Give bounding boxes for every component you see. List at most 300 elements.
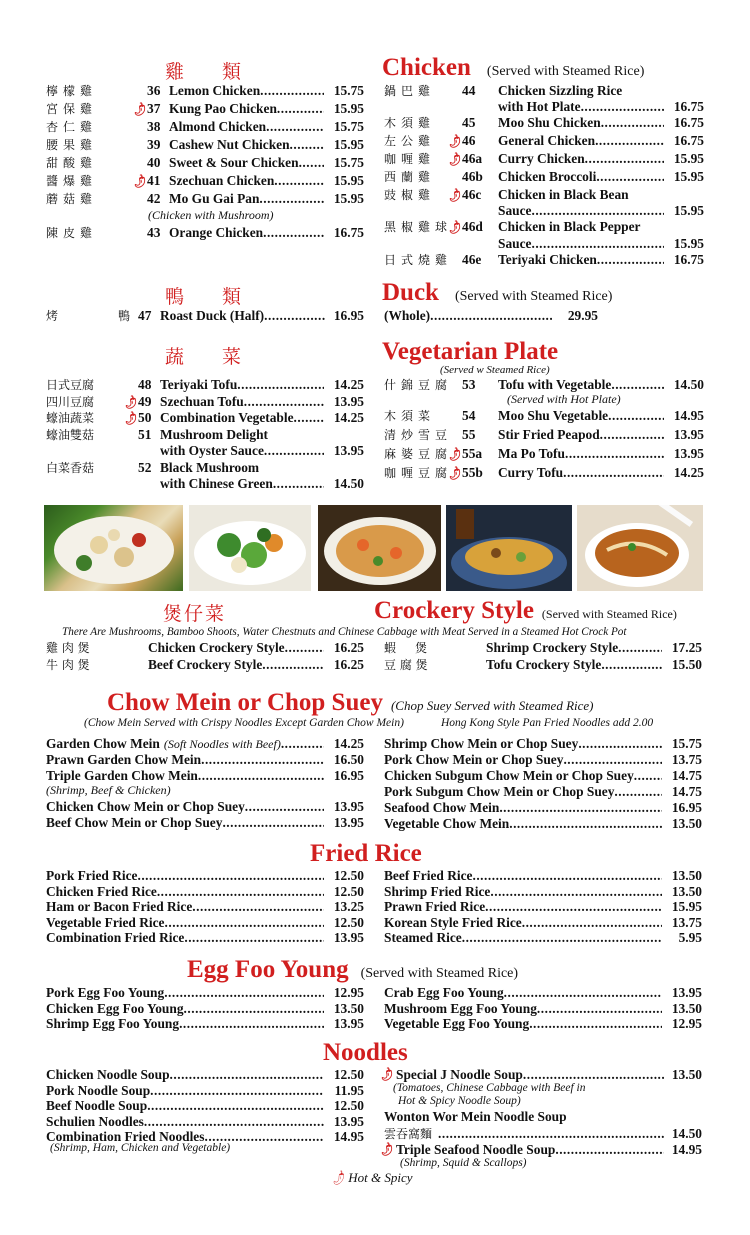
item-price: 13.50 — [671, 883, 702, 899]
item-name: Chicken Fried Rice — [46, 883, 157, 899]
item-name: Tofu Crockery Style — [486, 657, 602, 672]
duck-whole-row — [384, 308, 598, 324]
pepper-icon — [134, 200, 147, 206]
item-price: 16.75 — [673, 115, 704, 131]
item-name: Chicken Chow Mein or Chop Suey — [46, 799, 245, 814]
item-name-wrap — [384, 1001, 662, 1017]
item-name-cont-wrap — [498, 99, 664, 115]
item-price: 14.25 — [333, 410, 364, 425]
item-name: Szechuan Chicken — [169, 173, 275, 188]
item-price: 14.50 — [673, 377, 704, 392]
item-cn-name: 檸檬雞 — [46, 84, 98, 98]
item-cn-name: 醬爆雞 — [46, 174, 98, 188]
item-name: Beef Chow Mein or Chop Suey — [46, 815, 223, 830]
leader-dots — [147, 1098, 324, 1114]
leader-dots — [509, 816, 662, 832]
menu-item-row — [46, 460, 364, 476]
item-name-wrap — [498, 151, 664, 167]
item-price: 15.95 — [333, 137, 364, 152]
item-name-cont: Sauce — [498, 235, 532, 251]
pepper-icon — [449, 124, 462, 130]
item-price: 16.25 — [333, 657, 364, 672]
item-cn-name: 蠔油雙菇 — [46, 427, 95, 442]
pepper-icon: 🌶 — [329, 1170, 348, 1188]
item-name-wrap — [160, 377, 324, 393]
item-price: 12.50 — [333, 1067, 364, 1082]
item-price: 12.95 — [333, 985, 364, 1000]
item-name-wrap — [498, 252, 664, 268]
item-price: 13.95 — [333, 930, 364, 945]
item-number: 46c — [462, 187, 482, 203]
item-price: 15.95 — [333, 101, 364, 116]
item-name-wrap — [486, 640, 662, 656]
item-name: Lemon Chicken — [169, 83, 261, 98]
pepper-icon — [134, 164, 147, 170]
item-price: 14.25 — [333, 377, 364, 392]
menu-item-row — [46, 815, 364, 831]
leader-dots — [290, 137, 324, 153]
item-name: General Chicken — [498, 133, 596, 149]
item-name-cont-wrap — [160, 443, 324, 459]
leader-dots — [184, 930, 324, 946]
duck-cn-heading: 鴨 類 — [165, 286, 258, 308]
item-cn-name: 四川豆腐 — [46, 394, 95, 409]
item-price: 15.95 — [673, 151, 704, 167]
menu-item-row — [46, 427, 364, 443]
leader-dots — [201, 752, 324, 768]
item-name-wrap — [498, 408, 664, 424]
item-cn-name: 蝦 煲 — [384, 641, 428, 655]
item-number: 43 — [147, 225, 161, 240]
item-name: Stir Fried Peapod — [498, 427, 600, 442]
special-j-note1: (Tomatoes, Chinese Cabbage with Beef in — [393, 1082, 586, 1094]
pepper-icon: 🌶 — [122, 410, 140, 428]
item-price: 13.50 — [671, 816, 702, 831]
triple-seafood-note: (Shrimp, Squid & Scallops) — [400, 1157, 527, 1169]
item-price: 15.95 — [333, 191, 364, 206]
menu-item-row — [46, 884, 364, 900]
crockery-item-row — [46, 657, 364, 673]
item-name: Chicken in Black Pepper — [498, 219, 641, 235]
leader-dots — [563, 752, 662, 768]
menu-item-row — [46, 1001, 364, 1017]
item-price: 15.95 — [333, 173, 364, 188]
item-cn-name: 甜酸雞 — [46, 156, 98, 170]
item-name: Teriyaki Chicken — [498, 251, 597, 267]
photo-noodles — [318, 505, 441, 591]
wonton-cn: 雲吞窩麵 — [384, 1127, 433, 1141]
item-name-wrap — [148, 640, 324, 656]
menu-item-row — [384, 985, 702, 1001]
item-price: 13.75 — [671, 752, 702, 767]
item-price: 15.75 — [333, 83, 364, 98]
item-number: 52 — [138, 459, 152, 475]
item-name: Combination Vegetable — [160, 410, 294, 425]
item-name-wrap — [498, 465, 664, 481]
item-price: 14.95 — [333, 1129, 364, 1144]
photo-egg-foo-young — [446, 505, 572, 591]
menu-item-row — [46, 1098, 364, 1114]
item-number: 42 — [147, 191, 161, 206]
item-cn-name: 陳皮雞 — [46, 226, 98, 240]
item-cn-name: 白菜香菇 — [46, 460, 95, 475]
leader-dots — [578, 736, 662, 752]
item-name-wrap — [46, 1001, 324, 1017]
item-name: Moo Shu Chicken — [498, 115, 601, 131]
item-name: Combination Fried Noodles — [46, 1129, 205, 1144]
item-cn-name: 鍋巴雞 — [384, 84, 436, 98]
item-price: 13.95 — [333, 1113, 364, 1129]
item-name: Orange Chicken — [169, 225, 264, 240]
item-price: 15.95 — [673, 203, 704, 219]
item-name: Garden Chow Mein — [46, 736, 160, 751]
item-name: Almond Chicken — [169, 119, 267, 134]
menu-item-row — [46, 377, 364, 393]
item-cn-name: 清炒雪豆 — [384, 428, 453, 442]
item-price: 14.25 — [673, 465, 704, 480]
item-price: 15.95 — [673, 169, 704, 185]
menu-item-row — [384, 868, 702, 884]
item-name-wrap — [384, 868, 662, 884]
item-name-cont-wrap — [160, 476, 324, 492]
item-price: 11.95 — [334, 1082, 364, 1098]
leader-dots — [531, 203, 664, 219]
item-name-wrap — [46, 1067, 324, 1083]
pepper-icon: 🌶 — [131, 173, 149, 191]
item-cn-name: 日式燒雞 — [384, 252, 453, 267]
menu-item-row — [384, 219, 704, 236]
note-42: (Chicken with Mushroom) — [148, 208, 274, 222]
crockery-item-row — [384, 640, 702, 656]
item-name-wrap — [498, 169, 664, 185]
duck-heading — [382, 279, 612, 307]
pepper-icon: 🌶 — [378, 1066, 396, 1084]
menu-item-row — [46, 736, 364, 752]
item-name: Mo Gu Gai Pan — [169, 191, 260, 206]
item-name: Beef Crockery Style — [148, 657, 263, 672]
item-price: 12.50 — [333, 914, 364, 930]
photo-kung-pao — [44, 505, 183, 591]
leader-dots — [277, 101, 324, 117]
chicken-title: Chicken — [382, 54, 471, 81]
menu-item-row — [384, 1001, 702, 1017]
menu-item-row — [46, 394, 364, 411]
item-name: Szechuan Tofu — [160, 393, 244, 409]
item-cn-name: 豆 腐 煲 — [384, 658, 428, 672]
menu-item-row — [384, 930, 702, 946]
item-name-cont: with Hot Plate — [498, 99, 581, 115]
pepper-icon: 🌶 — [446, 133, 464, 151]
chowmein-sub: (Chop Suey Served with Steamed Rice) — [390, 698, 594, 713]
item-price: 13.95 — [333, 815, 364, 830]
menu-item-row — [384, 133, 704, 150]
item-name: Chicken Subgum Chow Mein or Chop Suey — [384, 768, 634, 783]
crockery-title: Crockery Style — [374, 597, 534, 624]
leader-dots — [165, 915, 325, 931]
item-price: 16.95 — [333, 768, 364, 783]
menu-item-row — [46, 1016, 364, 1032]
menu-item-row — [384, 768, 702, 784]
item-cn-name: 咖喱豆腐 — [384, 466, 453, 480]
duck-sub: (Served with Steamed Rice) — [454, 289, 613, 304]
menu-item-row — [384, 1016, 702, 1032]
item-name-wrap — [160, 394, 324, 410]
item-extra: (Soft Noodles with Beef) — [163, 737, 281, 751]
item-price: 16.25 — [333, 640, 364, 655]
special-j-price: 13.50 — [671, 1067, 702, 1082]
veg-cn-heading: 蔬 菜 — [165, 346, 258, 368]
item-cn-name: 宮保雞 — [46, 102, 98, 116]
item-price: 13.50 — [671, 868, 702, 883]
pepper-icon — [125, 436, 138, 442]
crockery-heading — [374, 597, 677, 625]
leader-dots — [274, 173, 324, 189]
item-name: Mushroom Delight — [160, 426, 268, 442]
menu-item-row — [384, 736, 702, 752]
item-name-wrap — [384, 1016, 662, 1032]
chowmein-note1: (Chow Mein Served with Crispy Noodles Except Garden Chow Mein) — [84, 717, 404, 729]
item-name: Chicken Crockery Style — [148, 640, 285, 655]
crockery-item-row — [384, 657, 702, 673]
item-price: 14.75 — [671, 784, 702, 799]
leader-dots — [504, 985, 662, 1001]
item-name: Korean Style Fried Rice — [384, 914, 522, 930]
menu-item-row — [384, 427, 704, 443]
item-name: Vegetable Fried Rice — [46, 914, 165, 930]
menu-item-row — [46, 225, 364, 241]
wonton-name: Wonton Wor Mein Noodle Soup — [384, 1109, 567, 1124]
menu-item-row — [384, 784, 702, 800]
photo-vegetable — [189, 505, 311, 591]
menu-item-row — [46, 868, 364, 884]
item-name-wrap — [148, 657, 324, 673]
item-cn-name: 杏仁雞 — [46, 120, 98, 134]
special-j-note2: Hot & Spicy Noodle Soup) — [398, 1095, 521, 1107]
item-number: 37 — [147, 101, 161, 116]
item-price: 17.25 — [671, 640, 702, 655]
item-cn-name: 西蘭雞 — [384, 170, 436, 185]
duck-cn2: 鴨 — [117, 309, 130, 323]
item-price: 13.50 — [333, 1000, 364, 1016]
item-name: Chicken Sizzling Rice — [498, 83, 623, 98]
item-name-wrap — [498, 377, 664, 393]
item-price: 13.75 — [671, 914, 702, 930]
menu-item-row — [384, 169, 704, 185]
item-number: 45 — [462, 115, 476, 131]
item-cn-name: 左公雞 — [384, 134, 436, 149]
pepper-icon — [125, 469, 138, 475]
menu-item-row — [384, 816, 702, 832]
item-name: Pork Chow Mein or Chop Suey — [384, 752, 564, 767]
menu-item-row — [46, 985, 364, 1001]
item-name-wrap — [498, 446, 664, 462]
item-name-wrap — [46, 1083, 324, 1099]
item-name: Prawn Garden Chow Mein — [46, 752, 202, 767]
item-name: Prawn Fried Rice — [384, 899, 486, 914]
menu-item-row — [46, 1114, 364, 1130]
item-price: 15.50 — [671, 657, 702, 672]
rice-title: Fried Rice — [310, 840, 422, 867]
item-name-wrap — [46, 985, 324, 1001]
item-name: Tofu with Vegetable — [498, 377, 612, 392]
duck-whole-name: (Whole) — [384, 308, 431, 323]
item-name: Kung Pao Chicken — [169, 101, 277, 116]
leader-dots — [150, 1083, 324, 1099]
crockery-item-row — [46, 640, 364, 656]
item-name: Teriyaki Tofu — [160, 377, 238, 392]
item-name: Moo Shu Vegetable — [498, 408, 609, 423]
item-name: Combination Fried Rice — [46, 930, 185, 945]
item-price: 13.50 — [671, 1000, 702, 1016]
item-name-wrap — [46, 799, 324, 815]
menu-item-row — [46, 119, 364, 135]
item-name: Schulien Noodles — [46, 1113, 144, 1129]
chowmein-triple-note: (Shrimp, Beef & Chicken) — [46, 783, 171, 797]
chicken-cn-heading: 雞 類 — [165, 61, 258, 83]
item-name-cont: with Chinese Green — [160, 476, 273, 491]
item-name-cont: Sauce — [498, 203, 532, 219]
item-name: Ma Po Tofu — [498, 446, 565, 461]
item-number: 50 — [138, 410, 152, 425]
item-price: 16.75 — [673, 99, 704, 115]
item-price: 13.25 — [333, 899, 364, 914]
leader-dots — [294, 410, 324, 426]
chicken-sub: (Served with Steamed Rice) — [486, 64, 645, 79]
item-name-wrap — [384, 930, 662, 946]
pepper-icon: 🌶 — [446, 465, 464, 483]
leader-dots — [485, 899, 662, 915]
menu-item-row-cont — [498, 99, 704, 115]
item-cn-name: 木須雞 — [384, 116, 436, 131]
pepper-icon — [134, 128, 147, 134]
item-name-wrap — [384, 800, 662, 816]
menu-item-row — [46, 191, 364, 207]
leader-dots — [601, 115, 664, 131]
special-j-row — [378, 1066, 702, 1084]
leader-dots — [608, 408, 664, 424]
item-name: Shrimp Egg Foo Young — [46, 1016, 180, 1031]
leader-dots — [581, 99, 664, 115]
item-name-wrap — [46, 768, 324, 784]
item-name: Pork Noodle Soup — [46, 1082, 151, 1098]
leader-dots — [618, 640, 662, 656]
leader-dots — [273, 476, 324, 492]
item-cn-name: 蘑菇雞 — [46, 192, 98, 206]
duck-num: 47 — [138, 308, 152, 323]
item-number: 36 — [147, 83, 161, 98]
menu-item-row-cont — [498, 236, 704, 252]
menu-item-row — [384, 151, 704, 168]
leader-dots — [299, 155, 324, 171]
crockery-cn-heading: 煲仔菜 — [163, 603, 227, 625]
item-name-wrap — [498, 427, 664, 443]
leader-dots — [597, 252, 664, 268]
item-name-wrap — [384, 884, 662, 900]
menu-item-row — [46, 101, 364, 118]
noodles-combo-note: (Shrimp, Ham, Chicken and Vegetable) — [50, 1142, 231, 1154]
item-name-cont: with Oyster Sauce — [160, 443, 264, 458]
menu-item-row — [384, 465, 704, 482]
menu-item-row — [384, 752, 702, 768]
item-cn-name: 腰果雞 — [46, 138, 98, 152]
item-name: Vegetable Chow Mein — [384, 816, 510, 831]
menu-item-row — [46, 410, 364, 427]
chowmein-note2: Hong Kong Style Pan Fried Noodles add 2.00 — [441, 717, 654, 729]
crockery-desc: There Are Mushrooms, Bamboo Shoots, Water Chestnuts and Chinese Cabbage with Meat Served in a Steamed Hot Crock Pot — [62, 626, 627, 638]
leader-dots — [260, 83, 324, 99]
pepper-icon — [449, 178, 462, 184]
item-price: 14.50 — [333, 476, 364, 491]
item-name: Beef Fried Rice — [384, 868, 473, 883]
item-name: Cashew Nut Chicken — [169, 137, 290, 152]
dish-photo-1 — [44, 505, 183, 591]
item-price: 14.25 — [333, 736, 364, 751]
item-name-wrap — [46, 868, 324, 884]
duck-title: Duck — [382, 279, 439, 306]
item-name: Chicken Noodle Soup — [46, 1067, 170, 1082]
pepper-icon — [134, 92, 147, 98]
item-price: 16.50 — [333, 752, 364, 767]
wonton-price: 14.50 — [671, 1126, 702, 1141]
item-price: 13.95 — [333, 393, 364, 409]
dish-photo-5 — [577, 505, 703, 591]
menu-item-row — [46, 155, 364, 171]
veg-sub: (Served w Steamed Rice) — [440, 364, 550, 376]
menu-item-row — [384, 800, 702, 816]
leader-dots — [531, 236, 664, 252]
item-price: 15.95 — [671, 899, 702, 914]
pepper-icon — [449, 417, 462, 423]
item-cn-name: 木須菜 — [384, 409, 436, 423]
item-name: Ham or Bacon Fried Rice — [46, 899, 193, 914]
item-name: Pork Subgum Chow Mein or Chop Suey — [384, 784, 615, 799]
item-name-wrap — [46, 915, 324, 931]
pepper-icon: 🌶 — [131, 101, 149, 119]
triple-seafood-name: Triple Seafood Noodle Soup — [396, 1142, 556, 1157]
pepper-icon — [449, 92, 462, 98]
leader-dots — [601, 657, 662, 673]
item-name-wrap — [384, 752, 662, 768]
leader-dots — [611, 377, 664, 393]
item-number: 54 — [462, 408, 476, 423]
menu-item-row — [384, 377, 704, 393]
item-name: Shrimp Chow Mein or Chop Suey — [384, 736, 579, 751]
crockery-sub: (Served with Steamed Rice) — [541, 607, 677, 621]
item-cn-name: 黑椒雞球 — [384, 220, 453, 235]
duck-price: 16.95 — [333, 308, 364, 323]
leader-dots — [565, 446, 664, 462]
leader-dots — [144, 1114, 324, 1130]
leader-dots — [170, 1067, 324, 1083]
item-name: Chicken Egg Foo Young — [46, 1000, 184, 1016]
menu-item-row-cont — [160, 443, 364, 459]
leader-dots — [244, 394, 324, 410]
item-name-wrap — [384, 784, 662, 800]
special-j-name: Special J Noodle Soup — [396, 1067, 523, 1082]
pepper-icon — [134, 234, 147, 240]
dish-photo-3 — [318, 505, 441, 591]
photo-noodle-soup — [577, 505, 703, 591]
item-cn-name: 豉椒雞 — [384, 188, 436, 203]
noodles-title: Noodles — [323, 1039, 408, 1066]
leader-dots — [259, 191, 324, 207]
menu-item-row-cont — [160, 476, 364, 492]
pepper-icon: 🌶 — [378, 1141, 396, 1159]
leader-dots — [499, 800, 662, 816]
item-name: Curry Chicken — [498, 151, 585, 167]
menu-item-row — [384, 187, 704, 204]
duck-whole-price: 29.95 — [567, 308, 598, 323]
